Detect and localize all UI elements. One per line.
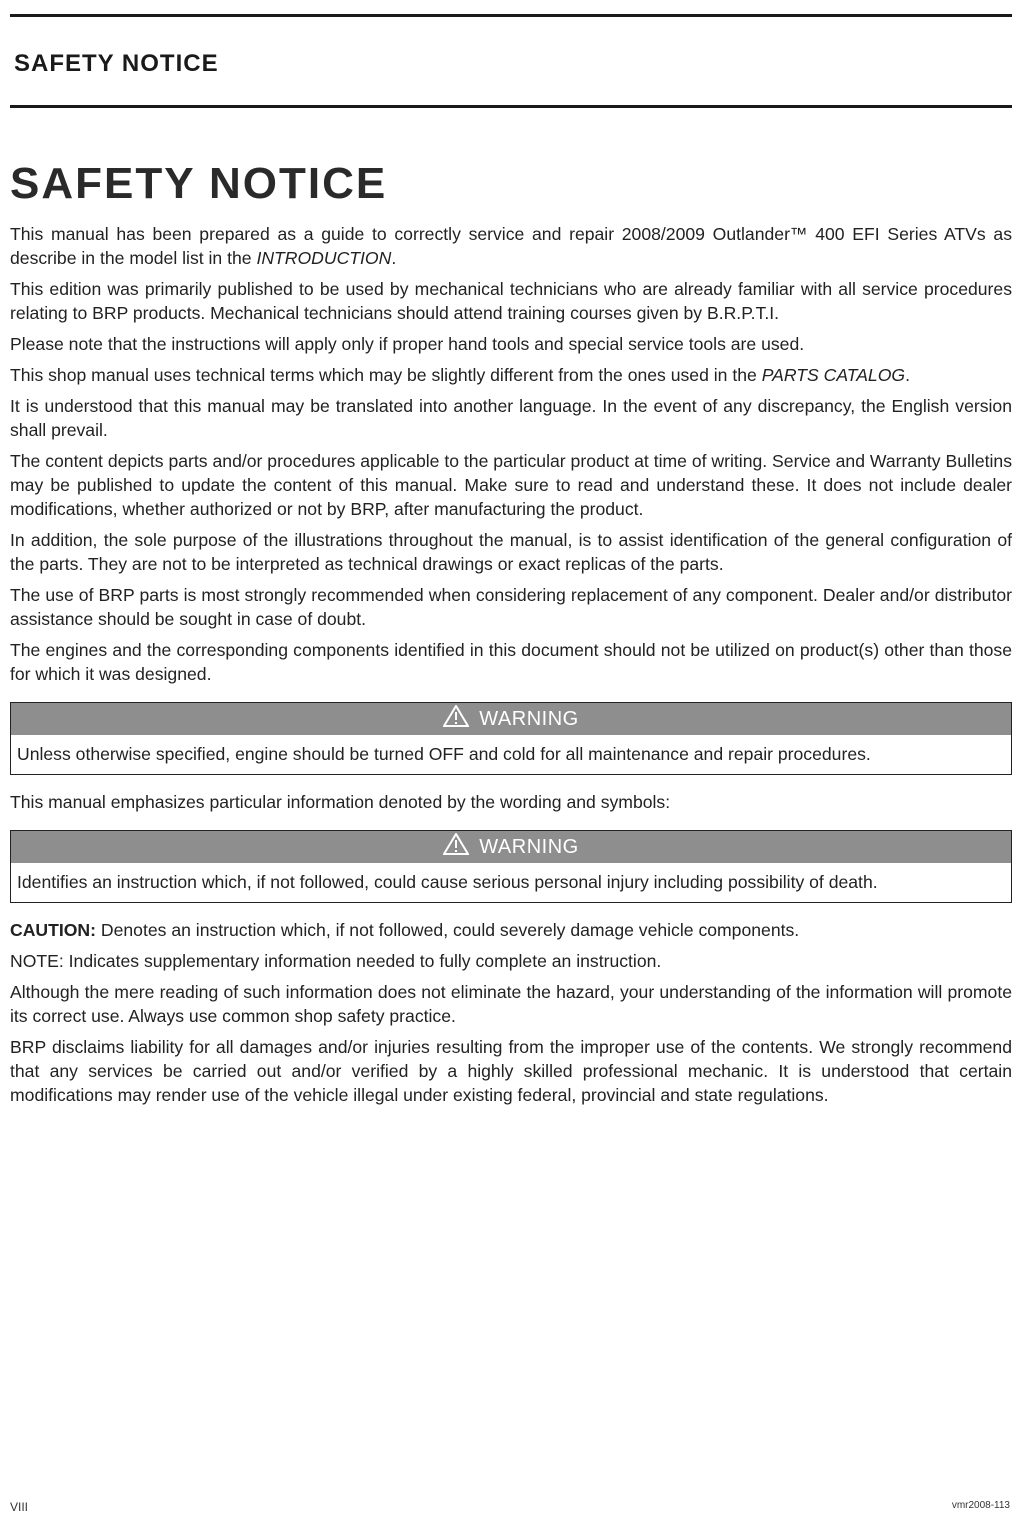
- document-body: [10, 222, 1012, 1114]
- caution-text: Denotes an instruction which, if not followed, could severely damage vehicle components.: [96, 920, 800, 940]
- paragraph: This manual has been prepared as a guide to correctly service and repair 2008/2009 Outlander™ 400 EFI Series ATVs as describe in the model list in the INTRODUCTION.: [10, 224, 1012, 268]
- paragraph: It is understood that this manual may be translated into another language. In the event of any discrepancy, the English version shall prevail.: [10, 396, 1012, 440]
- top-paragraphs: [10, 222, 1012, 686]
- paragraph: Although the mere reading of such information does not eliminate the hazard, your understanding of the information will promote its correct use. Always use common shop safety practice.: [10, 982, 1012, 1026]
- paragraph: Please note that the instructions will apply only if proper hand tools and special service tools are used.: [10, 334, 805, 354]
- header-rule: [10, 105, 1012, 108]
- warning-triangle-icon: [443, 705, 469, 733]
- paragraph: NOTE: Indicates supplementary information needed to fully complete an instruction.: [10, 951, 662, 971]
- section-header-label: SAFETY NOTICE: [14, 50, 219, 77]
- paragraph: In addition, the sole purpose of the illustrations throughout the manual, is to assist identification of the general configuration of the parts. They are not to be interpreted as technical drawings or exact replicas of the parts.: [10, 530, 1012, 574]
- caution-label: CAUTION:: [10, 920, 97, 940]
- warning-label: WARNING: [479, 835, 579, 858]
- caution-paragraph: [10, 918, 1012, 942]
- paragraph: This shop manual uses technical terms which may be slightly different from the ones used in the PARTS CATALOG.: [10, 365, 910, 385]
- warning-header: [11, 831, 1011, 863]
- page-title: SAFETY NOTICE: [10, 159, 388, 208]
- paragraph: The use of BRP parts is most strongly recommended when considering replacement of any component. Dealer and/or distributor assistance should be sought in case of doubt.: [10, 585, 1012, 629]
- warning-header: [11, 703, 1011, 735]
- bottom-paragraphs: [10, 949, 1012, 1107]
- warning-box-definition: [10, 830, 1012, 903]
- warning-text: Unless otherwise specified, engine should be turned OFF and cold for all maintenance and repair procedures.: [17, 744, 871, 764]
- page-number: VIII: [10, 1500, 29, 1514]
- paragraph: BRP disclaims liability for all damages and/or injuries resulting from the improper use of the contents. We strongly recommend that any services be carried out and/or verified by a highly skilled professional mechanic. It is understood that certain modifications may render use of the vehicle illegal under existing federal, provincial and state regulations.: [10, 1037, 1012, 1105]
- paragraph: The engines and the corresponding components identified in this document should not be utilized on product(s) other than those for which it was designed.: [10, 640, 1012, 684]
- warning-triangle-icon: [443, 833, 469, 861]
- paragraph: The content depicts parts and/or procedures applicable to the particular product at time of writing. Service and Warranty Bulletins may be published to update the content of this manual. Make sure to read and understand these. It does not include dealer modifications, whether authorized or not by BRP, after manufacturing the product.: [10, 451, 1012, 519]
- top-rule: [10, 14, 1012, 17]
- symbols-intro: This manual emphasizes particular information denoted by the wording and symbols:: [10, 792, 671, 812]
- warning-box-engine: [10, 702, 1012, 775]
- document-code: vmr2008-113: [951, 1500, 1010, 1511]
- paragraph: This edition was primarily published to be used by mechanical technicians who are already familiar with all service procedures relating to BRP products. Mechanical technicians should attend training courses given by B.R.P.T.I.: [10, 279, 1012, 323]
- warning-label: WARNING: [479, 707, 579, 730]
- warning-text: Identifies an instruction which, if not followed, could cause serious personal injury including possibility of death.: [17, 872, 878, 892]
